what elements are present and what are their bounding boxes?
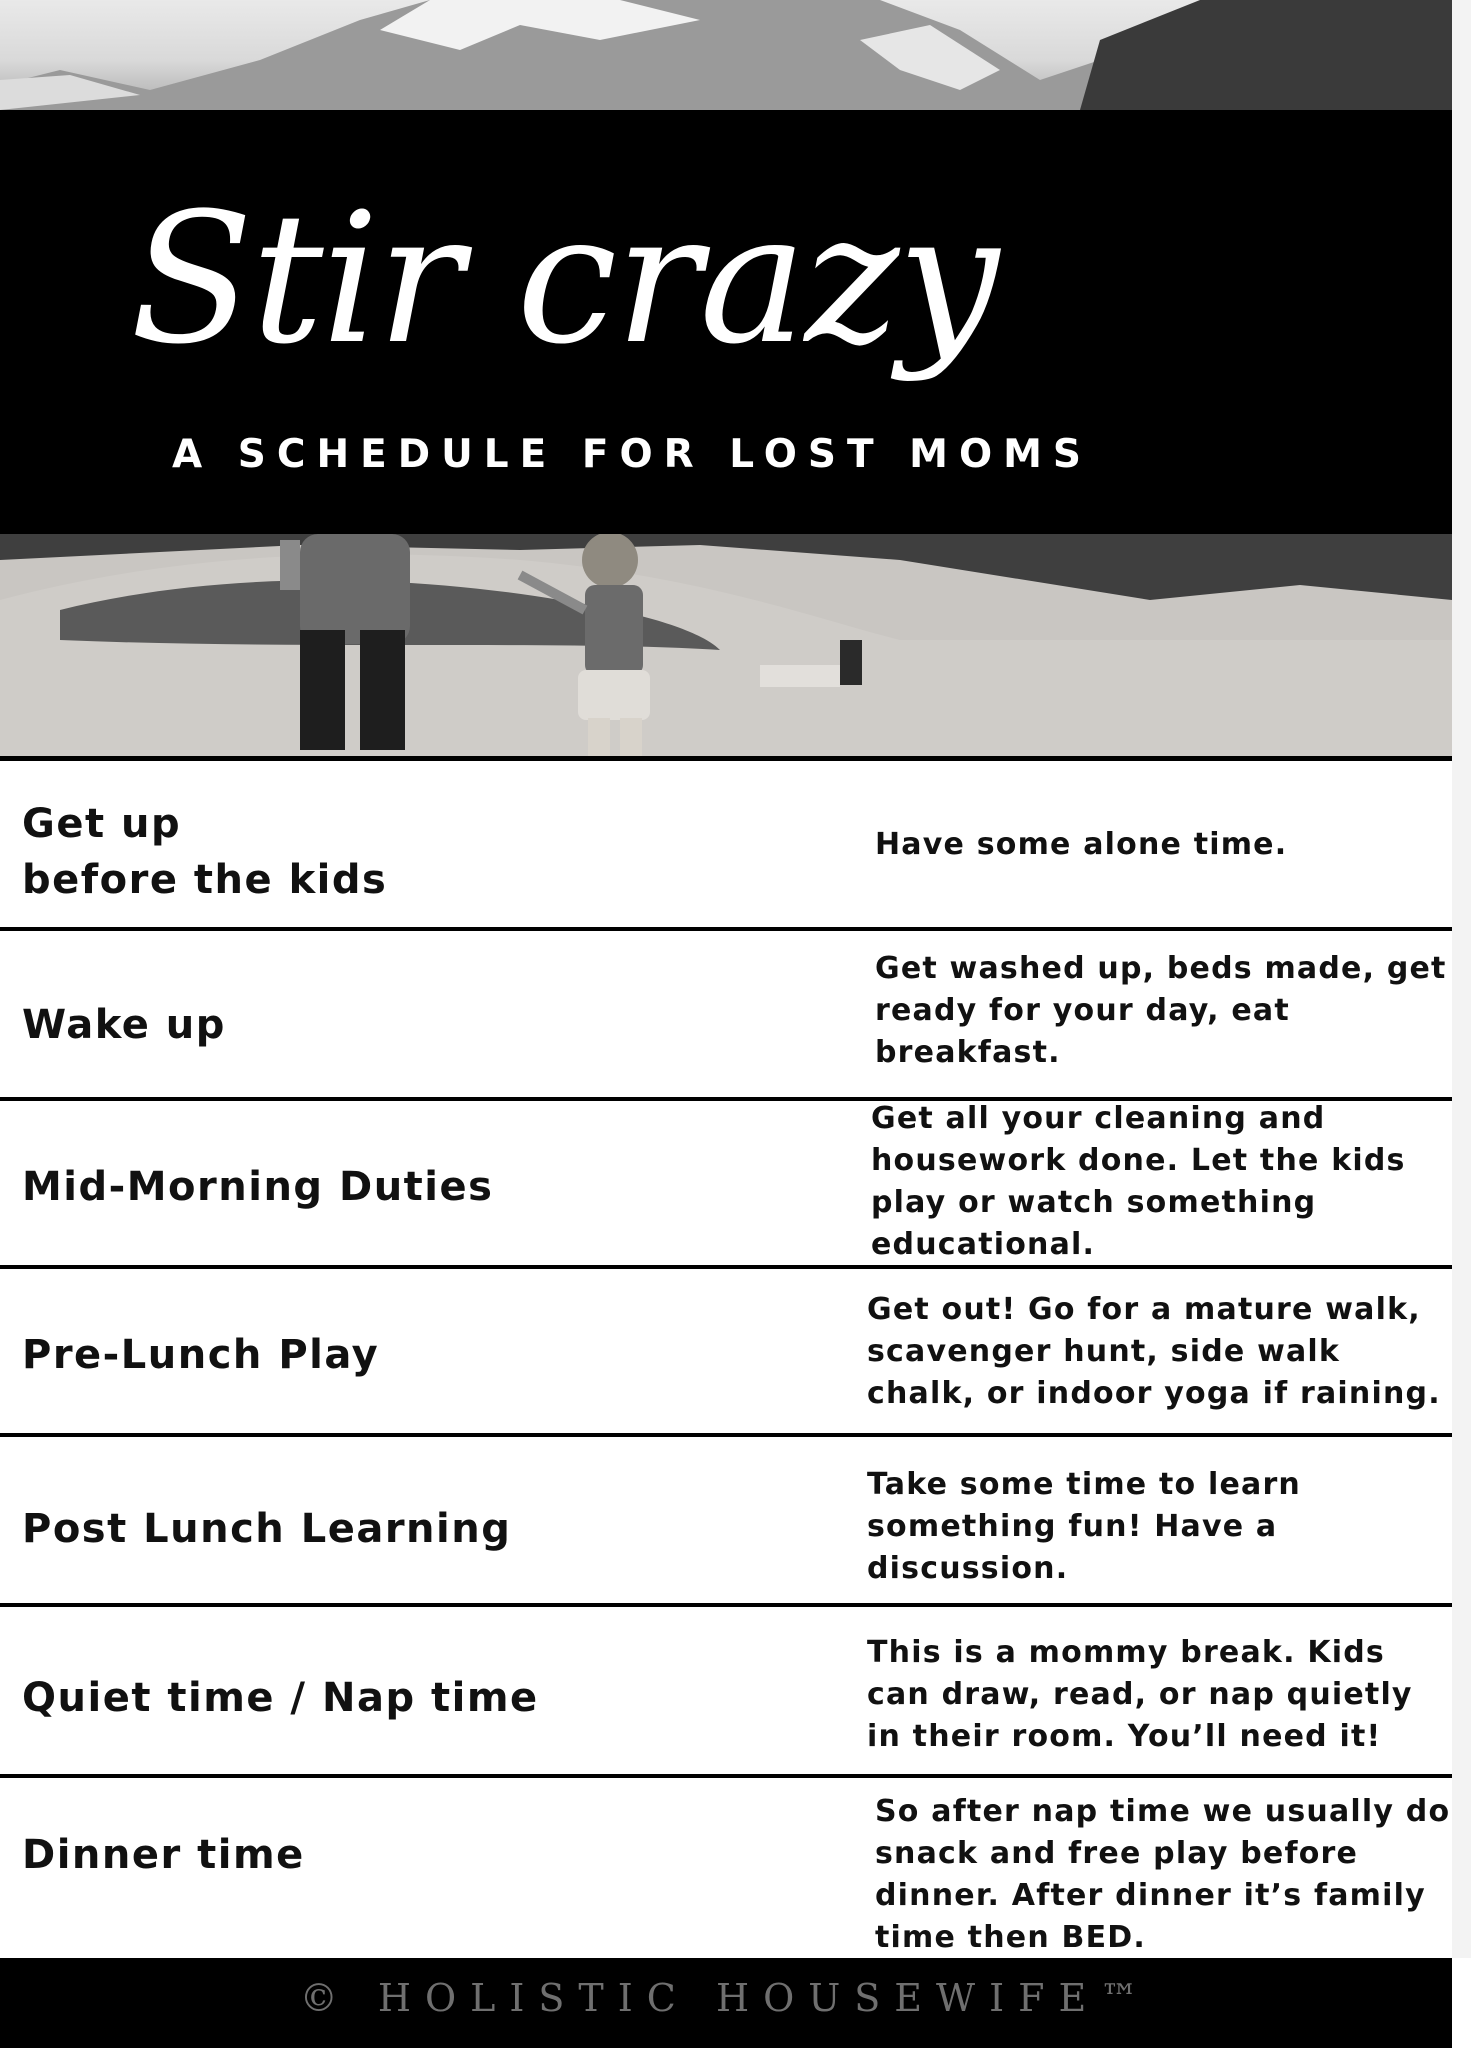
row-divider (0, 927, 1452, 931)
footer-bar (0, 1958, 1452, 2048)
row-description: So after nap time we usually do snack and free play before dinner. After dinner it’s family time then BED. (875, 1794, 1451, 1955)
row-divider (0, 1603, 1452, 1607)
row-time-label: Get up before the kids (22, 801, 388, 903)
row-time-label: Quiet time / Nap time (22, 1675, 539, 1721)
row-description: This is a mommy break. Kids can draw, read, or nap quietly in their room. You’ll need it! (867, 1635, 1413, 1754)
row-time-label: Pre-Lunch Play (22, 1332, 380, 1378)
copyright-text: © HOLISTIC HOUSEWIFE™ (299, 1976, 1153, 2020)
row-time-label: Dinner time (22, 1832, 305, 1878)
row-time-label: Mid-Morning Duties (22, 1164, 494, 1210)
row-time-label: Post Lunch Learning (22, 1506, 512, 1552)
row-description: Have some alone time. (875, 827, 1288, 862)
row-divider (0, 756, 1452, 761)
row-time-label: Wake up (22, 1002, 226, 1048)
row-description: Take some time to learn something fun! Have a discussion. (867, 1467, 1301, 1586)
page-title: Stir crazy (130, 175, 998, 384)
row-description: Get out! Go for a mature walk, scavenger hunt, side walk chalk, or indoor yoga if raining. (867, 1292, 1441, 1411)
row-divider (0, 1433, 1452, 1437)
row-divider (0, 1265, 1452, 1269)
row-divider (0, 1774, 1452, 1778)
page-subtitle: A SCHEDULE FOR LOST MOMS (172, 432, 1093, 477)
row-description: Get washed up, beds made, get ready for your day, eat breakfast. (875, 951, 1447, 1070)
row-description: Get all your cleaning and housework done. Let the kids play or watch something educational. (871, 1101, 1406, 1262)
